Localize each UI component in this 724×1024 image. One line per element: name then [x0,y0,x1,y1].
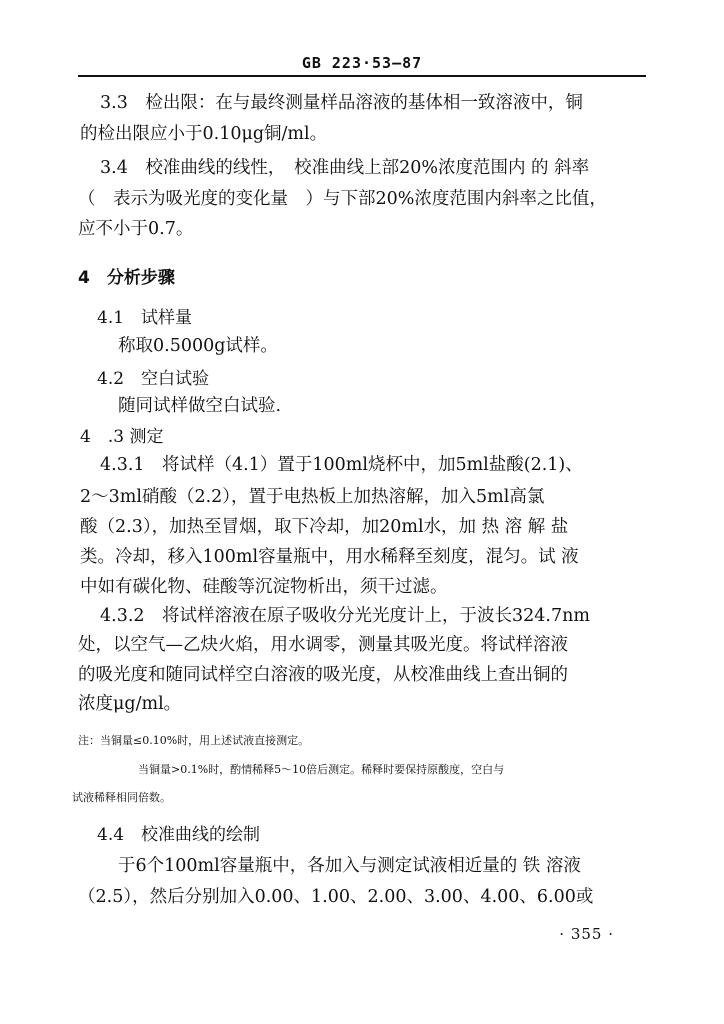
section-4-4-heading: 4.4 校准曲线的绘制 [97,825,261,845]
note-line-3: 试液稀释相同倍数。 [72,791,171,804]
section-4-1-heading: 4.1 试样量 [97,308,193,328]
section-4-3-1-line-5: 中如有碳化物、硅酸等沉淀物析出，须干过滤。 [80,577,448,597]
section-4-3-2-line-3: 的吸光度和随同试样空白溶液的吸光度，从校准曲线上查出铜的 [78,665,568,685]
header-rule [78,75,646,77]
section-4-3-2-line-4: 浓度μg/ml。 [78,694,182,714]
page-header [78,54,646,78]
section-4-4-line-1: 于6个100ml容量瓶中，各加入与测定试液相近量的 铁 溶液 [118,856,581,876]
section-3-4-line-2: （ 表示为吸光度的变化量 ）与下部20%浓度范围内斜率之比值， [78,189,607,209]
section-4-3-2-line-2: 处，以空气—乙炔火焰，用水调零，测量其吸光度。将试样溶液 [78,635,568,655]
section-3-4-line-3: 应不小于0.7。 [78,219,194,239]
section-4-3-1-line-3: 酸（2.3），加热至冒烟，取下冷却，加20ml水，加 热 溶 解 盐 [80,517,569,537]
section-4-3-1-line-2: 2～3ml硝酸（2.2），置于电热板上加热溶解，加入5ml高氯 [80,487,545,507]
section-4-3-1-line-1: 4.3.1 将试样（4.1）置于100ml烧杯中，加5ml盐酸(2.1)、 [100,455,583,475]
note-line-1: 注：当铜量≤0.10%时，用上述试液直接测定。 [78,734,310,747]
section-4-3-2-line-1: 4.3.2 将试样溶液在原子吸收分光光度计上，于波长324.7nm [100,606,590,626]
section-4-1-body: 称取0.5000g试样。 [118,336,278,356]
section-3-3-line-1: 3.3 检出限：在与最终测量样品溶液的基体相一致溶液中，铜 [100,93,583,113]
section-4-3-heading: 4 .3 测定 [80,427,164,447]
standard-code: GB 223·53—87 [301,54,423,72]
section-4-heading: 4 分析步骤 [78,268,175,288]
section-4-2-body: 随同试样做空白试验. [118,396,282,416]
section-4-3-1-line-4: 类。冷却，移入100ml容量瓶中，用水稀释至刻度，混匀。试 液 [80,547,579,567]
section-4-4-line-2: （2.5），然后分别加入0.00、1.00、2.00、3.00、4.00、6.00或 [78,887,594,907]
section-3-4-line-1: 3.4 校准曲线的线性， 校准曲线上部20%浓度范围内 的 斜率 [100,158,590,178]
section-3-3-line-2: 的检出限应小于0.10μg铜/ml。 [80,124,328,144]
section-4-2-heading: 4.2 空白试验 [97,369,210,389]
page-number: · 355 · [559,925,614,943]
note-line-2: 当铜量>0.1%时，酌情稀释5～10倍后测定。稀释时要保持原酸度，空白与 [138,763,505,776]
